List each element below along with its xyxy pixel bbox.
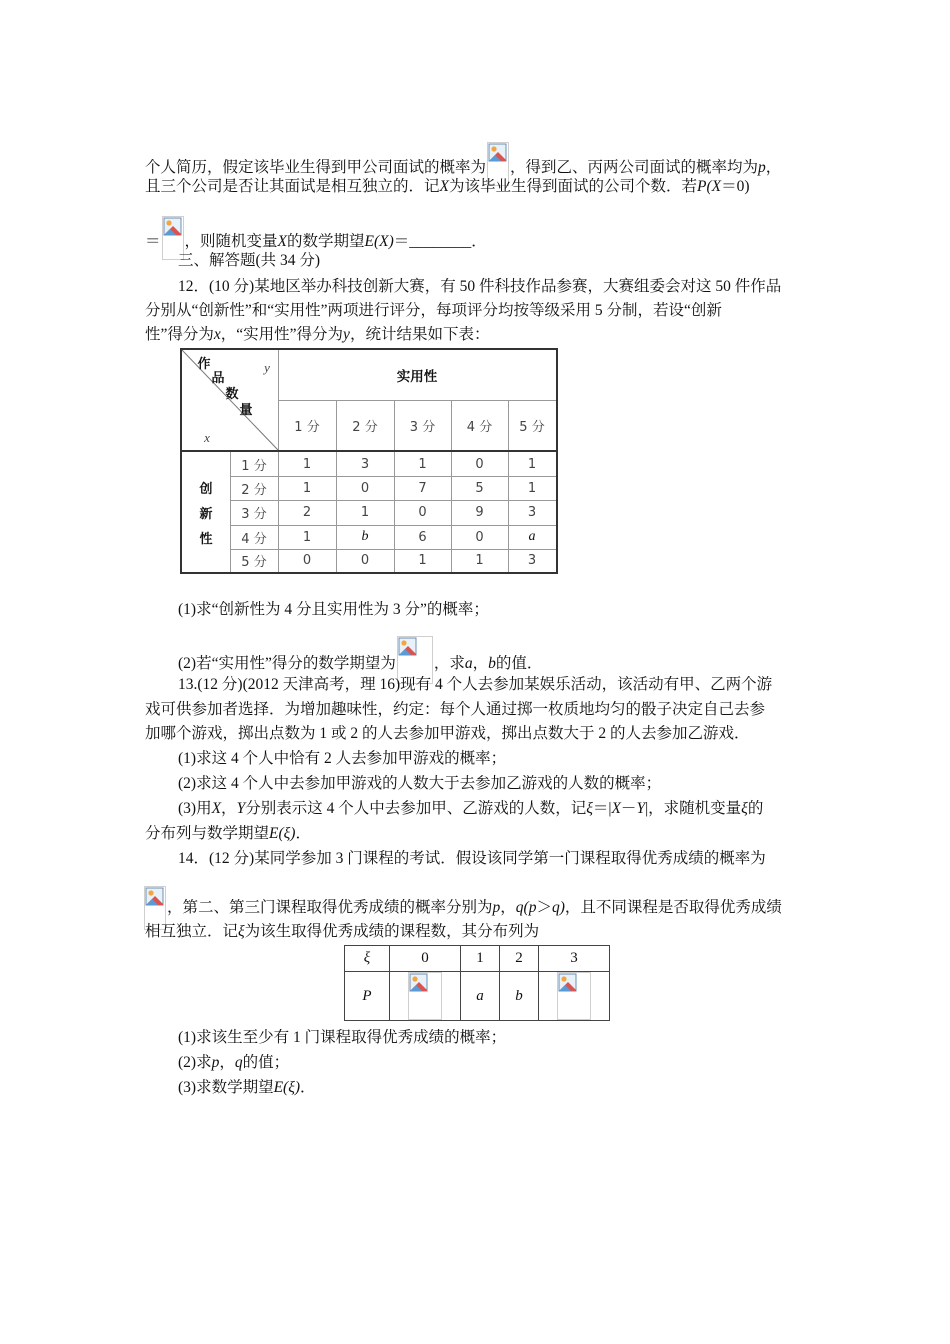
table-cell: 0 — [360, 553, 370, 568]
p-cell — [390, 972, 461, 1021]
q14-subquestion-2: (2)求p，q的值； — [178, 1054, 290, 1071]
corner-y-label: y — [264, 360, 270, 375]
practical-header: 实用性 — [396, 369, 438, 385]
p-label: P — [345, 972, 390, 1021]
q13-subquestion-3-cont: 分布列与数学期望E(ξ)． — [145, 825, 311, 842]
table-cell: 3 — [527, 505, 537, 520]
q13-line-1: 13.(12 分)(2012 天津高考，理 16)现有 4 个人去参加某娱乐活动，该活动有甲、乙两个游 — [178, 676, 773, 693]
p-cell: a — [461, 972, 500, 1021]
q13-line-3: 加哪个游戏，掷出点数为 1 或 2 的人去参加甲游戏，掷出点数大于 2 的人去参加乙游戏． — [145, 725, 750, 742]
xi-header: ξ — [345, 946, 390, 972]
table-cell: 0 — [475, 529, 484, 545]
table-cell: 1 — [475, 553, 484, 568]
table-cell: 5 — [475, 480, 484, 496]
image-placeholder-icon — [408, 972, 442, 1020]
q14-subquestion-1: (1)求该生至少有 1 门课程取得优秀成绩的概率； — [178, 1029, 507, 1046]
col-header: 1 — [461, 946, 500, 972]
distribution-table — [344, 945, 610, 1021]
row-head: 3 分 — [241, 507, 267, 522]
row-head: 4 分 — [241, 531, 267, 547]
innovation-header: 性 — [199, 531, 213, 547]
table-cell: 3 — [360, 456, 370, 472]
q12-line-3: 性”得分为x，“实用性”得分为y，统计结果如下表： — [145, 326, 490, 343]
table-cell: a — [528, 529, 536, 544]
q12-subquestion-2: (2)若“实用性”得分的数学期望为 ，求a，b的值． — [178, 636, 542, 684]
col-head: 4 分 — [466, 419, 493, 435]
col-header: 2 — [500, 946, 539, 972]
p-cell: b — [500, 972, 539, 1021]
table-cell: 0 — [302, 553, 312, 568]
col-head: 2 分 — [352, 419, 378, 435]
table-cell: 1 — [302, 480, 312, 496]
corner-label: 品 — [211, 370, 225, 386]
table-cell: 1 — [527, 456, 537, 472]
row-head: 5 分 — [241, 555, 267, 570]
score-table — [180, 348, 558, 574]
table-cell: 0 — [360, 480, 370, 496]
table-cell: 1 — [418, 553, 427, 568]
q12-line-1: 12．(10 分)某地区举办科技创新大赛，有 50 件科技作品参赛，大赛组委会对这 50 件作品 — [178, 278, 782, 295]
corner-label: 作 — [197, 356, 211, 372]
q14-subquestion-3: (3)求数学期望E(ξ)． — [178, 1079, 316, 1096]
table-cell: 1 — [360, 505, 370, 520]
q12-line-2: 分别从“创新性”和“实用性”两项进行评分，每项评分均按等级采用 5 分制，若设“创新 — [145, 302, 722, 319]
table-cell: 1 — [302, 456, 312, 472]
innovation-header: 新 — [199, 506, 213, 522]
col-head: 1 分 — [294, 419, 320, 435]
q11-line-3: ＝ ，则随机变量X的数学期望E(X)＝________． — [145, 216, 487, 260]
corner-label: 量 — [239, 402, 253, 418]
q13-subquestion-2: (2)求这 4 个人中去参加甲游戏的人数大于去参加乙游戏的人数的概率； — [178, 775, 662, 792]
q14-line-3: 相互独立．记ξ为该生取得优秀成绩的课程数，其分布列为 — [145, 923, 540, 940]
row-head: 2 分 — [241, 482, 267, 498]
q13-line-2: 戏可供参加者选择．为增加趣味性，约定：每个人通过掷一枚质地均匀的骰子决定自己去参 — [145, 701, 766, 718]
q13-subquestion-3: (3)用X，Y分别表示这 4 个人中去参加甲、乙游戏的人数，记ξ＝|X－Y|，求随机变量ξ的 — [178, 800, 764, 817]
row-head: 1 分 — [241, 458, 267, 474]
q11-line-2: 且三个公司是否让其面试是相互独立的．记X为该毕业生得到面试的公司个数．若P(X＝0) — [145, 178, 750, 195]
table-cell: b — [361, 529, 369, 544]
table-cell: 9 — [475, 505, 484, 520]
table-cell: 6 — [418, 529, 427, 545]
corner-label: 数 — [225, 386, 239, 402]
table-cell: 0 — [475, 456, 484, 472]
table-cell: 1 — [302, 529, 312, 545]
table-cell: 7 — [418, 480, 427, 496]
col-header: 3 — [539, 946, 610, 972]
q11-line-1: 个人简历，假定该毕业生得到甲公司面试的概率为 ，得到乙、丙两公司面试的概率均为p， — [145, 142, 781, 186]
table-cell: 0 — [418, 505, 427, 520]
p-cell — [539, 972, 610, 1021]
table-cell: 1 — [418, 456, 427, 472]
table-cell: 3 — [527, 553, 537, 568]
innovation-header: 创 — [199, 481, 213, 497]
q12-subquestion-1: (1)求“创新性为 4 分且实用性为 3 分”的概率； — [178, 601, 489, 618]
q14-line-2: ，第二、第三门课程取得优秀成绩的概率分别为p，q(p＞q)，且不同课程是否取得优秀成绩 — [143, 886, 782, 930]
col-head: 5 分 — [519, 419, 545, 435]
table-cell: 2 — [302, 505, 312, 520]
section-heading: 三、解答题(共 34 分) — [178, 252, 321, 269]
col-header: 0 — [390, 946, 461, 972]
q13-subquestion-1: (1)求这 4 个人中恰有 2 人去参加甲游戏的概率； — [178, 750, 507, 767]
corner-x-label: x — [204, 430, 210, 445]
table-cell: 1 — [527, 480, 537, 496]
image-placeholder-icon — [557, 972, 591, 1020]
col-head: 3 分 — [409, 419, 436, 435]
q14-line-1: 14．(12 分)某同学参加 3 门课程的考试．假设该同学第一门课程取得优秀成绩的概率为 — [178, 850, 766, 867]
